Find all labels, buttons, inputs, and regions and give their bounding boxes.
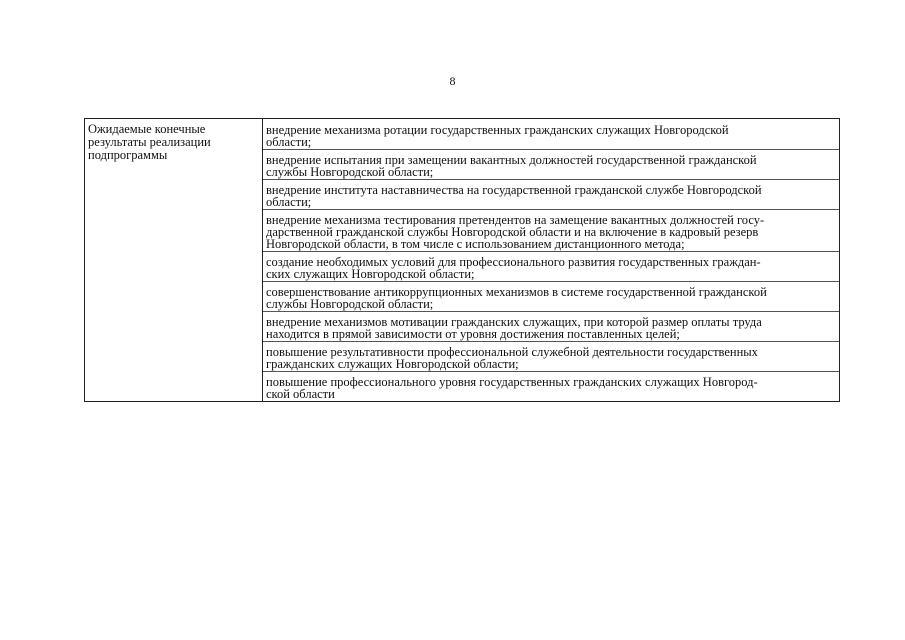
result-item-effectiveness: [263, 341, 839, 371]
table-results-cell: [263, 119, 839, 401]
text-line: дарственной гражданской службы Новгородской области и на включение в кадровый резерв: [266, 225, 759, 239]
result-item-development: [263, 251, 839, 281]
text-line: гражданских служащих Новгородской области;: [266, 357, 519, 371]
text-line: внедрение испытания при замещении вакантных должностей государственной гражданской: [266, 153, 757, 167]
table-label-cell: [85, 119, 263, 401]
result-item-anticorruption: [263, 281, 839, 311]
label-line: Ожидаемые конечные: [88, 122, 206, 136]
result-item-motivation: [263, 311, 839, 341]
text-line: находится в прямой зависимости от уровня достижения поставленных целей;: [266, 327, 680, 341]
text-line: повышение профессионального уровня государственных гражданских служащих Новгород-: [266, 375, 758, 389]
text-line: внедрение института наставничества на государственной гражданской службе Новгородской: [266, 183, 762, 197]
label-line: подпрограммы: [88, 148, 168, 162]
text-line: Новгородской области, в том числе с использованием дистанционного метода;: [266, 237, 685, 251]
text-line: создание необходимых условий для профессионального развития государственных граждан-: [266, 255, 761, 269]
page-number: 8: [449, 74, 456, 88]
result-item-rotation: [263, 119, 839, 149]
text-line: ской области: [266, 387, 335, 401]
result-item-probation: [263, 149, 839, 179]
text-line: внедрение механизма тестирования претендентов на замещение вакантных должностей госу-: [266, 213, 765, 227]
text-line: внедрение механизма ротации государственных гражданских служащих Новгородской: [266, 123, 729, 137]
text-line: области;: [266, 195, 312, 209]
results-table: [84, 118, 840, 402]
text-line: совершенствование антикоррупционных механизмов в системе государственной гражданской: [266, 285, 767, 299]
text-line: ских служащих Новгородской области;: [266, 267, 475, 281]
result-item-mentorship: [263, 179, 839, 209]
text-line: внедрение механизмов мотивации гражданских служащих, при которой размер оплаты труда: [266, 315, 762, 329]
result-item-testing: [263, 209, 839, 251]
text-line: службы Новгородской области;: [266, 297, 434, 311]
result-item-professional-level: [263, 371, 839, 401]
text-line: службы Новгородской области;: [266, 165, 434, 179]
label-line: результаты реализации: [88, 135, 211, 149]
text-line: повышение результативности профессиональной служебной деятельности государственных: [266, 345, 758, 359]
text-line: области;: [266, 135, 312, 149]
